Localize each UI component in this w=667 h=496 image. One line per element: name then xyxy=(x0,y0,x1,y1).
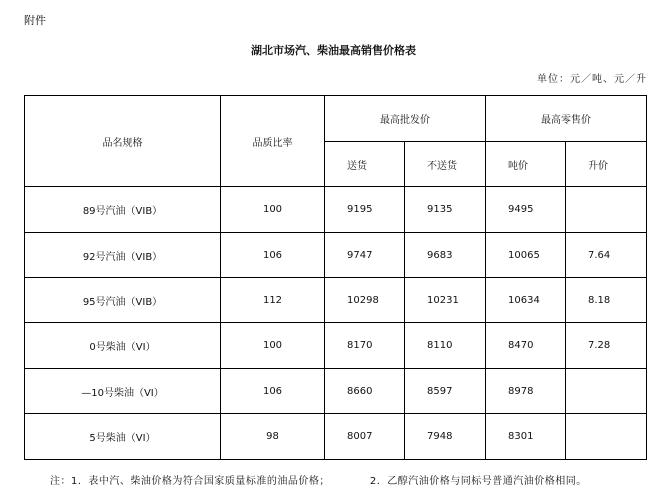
table-row xyxy=(25,278,647,323)
cell-per-liter xyxy=(566,369,647,414)
cell-product: 95号汽油（VIB） xyxy=(25,278,221,323)
cell-per-liter xyxy=(566,187,647,233)
cell-ratio: 106 xyxy=(221,233,325,278)
header-retail: 最高零售价 xyxy=(486,96,647,142)
unit-label: 单位：元／吨、元／升 xyxy=(537,74,647,85)
footnote xyxy=(50,472,587,487)
footnote-2: 2．乙醇汽油价格与同标号普通汽油价格相同。 xyxy=(369,476,587,487)
table-row xyxy=(25,323,647,369)
price-table xyxy=(24,95,647,460)
cell-ratio: 106 xyxy=(221,369,325,414)
cell-ratio: 98 xyxy=(221,414,325,460)
table-row xyxy=(25,187,647,233)
cell-per-ton: 10065 xyxy=(486,233,566,278)
cell-delivered: 8170 xyxy=(325,323,405,369)
cell-ratio: 112 xyxy=(221,278,325,323)
cell-per-ton: 9495 xyxy=(486,187,566,233)
cell-product: 89号汽油（VIB） xyxy=(25,187,221,233)
cell-not-delivered: 9135 xyxy=(405,187,486,233)
cell-delivered: 8660 xyxy=(325,369,405,414)
attachment-label: 附件 xyxy=(24,14,46,27)
header-per-liter: 升价 xyxy=(566,142,647,187)
page-title: 湖北市场汽、柴油最高销售价格表 xyxy=(251,44,416,57)
cell-per-liter: 7.64 xyxy=(566,233,647,278)
cell-ratio: 100 xyxy=(221,323,325,369)
table-row xyxy=(25,414,647,460)
cell-product: —10号柴油（VI） xyxy=(25,369,221,414)
cell-delivered: 9747 xyxy=(325,233,405,278)
cell-product: 0号柴油（VI） xyxy=(25,323,221,369)
cell-product: 5号柴油（VI） xyxy=(25,414,221,460)
cell-delivered: 10298 xyxy=(325,278,405,323)
cell-not-delivered: 8597 xyxy=(405,369,486,414)
header-quality-ratio: 品质比率 xyxy=(221,96,325,187)
cell-not-delivered: 9683 xyxy=(405,233,486,278)
cell-per-ton: 8470 xyxy=(486,323,566,369)
cell-per-liter xyxy=(566,414,647,460)
cell-delivered: 8007 xyxy=(325,414,405,460)
cell-delivered: 9195 xyxy=(325,187,405,233)
header-per-ton: 吨价 xyxy=(486,142,566,187)
footnote-1: 注：1．表中汽、柴油价格为符合国家质量标准的油品价格； xyxy=(50,476,330,487)
table-row xyxy=(25,369,647,414)
header-not-delivered: 不送货 xyxy=(405,142,486,187)
header-delivered: 送货 xyxy=(325,142,405,187)
header-product: 品名规格 xyxy=(25,96,221,187)
cell-product: 92号汽油（VIB） xyxy=(25,233,221,278)
cell-not-delivered: 10231 xyxy=(405,278,486,323)
cell-per-liter: 8.18 xyxy=(566,278,647,323)
cell-not-delivered: 8110 xyxy=(405,323,486,369)
cell-per-liter: 7.28 xyxy=(566,323,647,369)
cell-ratio: 100 xyxy=(221,187,325,233)
cell-per-ton: 8301 xyxy=(486,414,566,460)
table-row xyxy=(25,233,647,278)
cell-not-delivered: 7948 xyxy=(405,414,486,460)
cell-per-ton: 8978 xyxy=(486,369,566,414)
header-row-top xyxy=(25,96,647,142)
header-wholesale: 最高批发价 xyxy=(325,96,486,142)
cell-per-ton: 10634 xyxy=(486,278,566,323)
